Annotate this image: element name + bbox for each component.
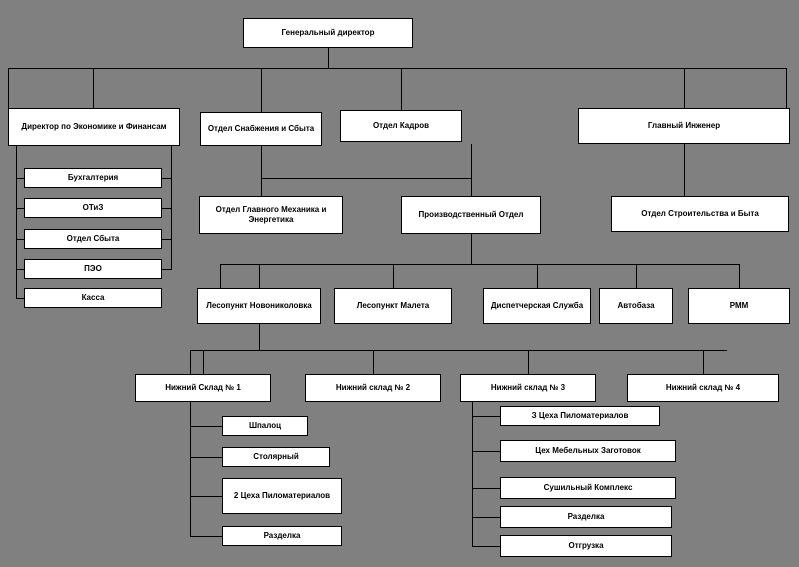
org-node-dispetcher[interactable] [483,288,591,324]
org-node-lesopunkt_nov[interactable] [197,288,321,324]
connector-line [393,264,394,288]
connector-line [471,144,472,196]
org-node-label: Бухгалтерия [67,173,119,182]
org-node-label: ОТиЗ [82,203,104,212]
org-node-ogme[interactable] [199,196,343,234]
connector-line [203,350,204,374]
org-node-label: Нижний склад № 2 [335,383,411,392]
connector-line [472,546,500,547]
org-node-label: Отдел Главного Механика и Энергетика [215,205,327,224]
connector-line [162,178,171,179]
connector-line [739,264,740,288]
connector-line [171,146,172,270]
org-node-label: Генеральный директор [281,28,375,37]
org-node-label: Разделка [567,512,605,521]
org-node-label: Отгрузка [568,541,604,550]
org-node-sklad1[interactable] [135,374,271,402]
org-node-label: Отдел Кадров [372,121,430,130]
org-node-otdel_kadrov[interactable] [340,110,462,142]
connector-line [261,178,471,179]
connector-line [472,517,500,518]
connector-line [261,146,262,196]
connector-line [220,264,740,265]
org-node-label: РММ [729,301,749,310]
org-node-dir_econ[interactable] [8,108,180,146]
org-node-kassa[interactable] [24,288,162,308]
org-node-stolyarny[interactable] [222,447,330,467]
connector-line [16,146,17,298]
connector-line [259,324,260,350]
connector-line [537,264,538,288]
connector-line [786,68,787,108]
connector-line [472,488,500,489]
org-node-tsekh_mebel[interactable] [500,440,676,462]
connector-line [16,239,24,240]
connector-line [162,239,171,240]
connector-line [190,496,222,497]
connector-line [472,402,473,547]
connector-line [162,208,171,209]
org-node-sklad2[interactable] [305,374,441,402]
org-node-label: Отдел Строительства и Быта [641,209,759,218]
connector-line [636,264,637,288]
org-node-peo[interactable] [24,259,162,279]
org-node-label: Нижний склад № 3 [490,383,566,392]
connector-line [220,264,221,288]
connector-line [528,350,529,374]
org-node-sklad4[interactable] [627,374,779,402]
connector-line [190,350,727,351]
connector-line [190,536,222,537]
org-node-otgruzka[interactable] [500,535,672,557]
org-node-sklad3[interactable] [460,374,596,402]
org-node-label: Цех Мебельных Заготовок [535,446,641,455]
connector-line [471,234,472,264]
connector-line [261,68,262,112]
connector-line [8,68,786,69]
connector-line [472,416,500,417]
org-node-gendir[interactable] [243,18,413,48]
org-node-label: Отдел Снабжения и Сбыта [207,124,315,133]
org-node-label: Автобаза [617,301,655,310]
org-node-label: Диспетчерская Служба [490,301,584,310]
org-node-label: Сушильный Комплекс [543,483,633,492]
org-node-lesopunkt_mal[interactable] [334,288,452,324]
org-node-label: Лесопункт Новониколовка [206,301,312,310]
connector-line [472,451,500,452]
org-node-razdelka2[interactable] [500,506,672,528]
org-node-label: Нижний Склад № 1 [165,383,241,392]
org-node-glav_inzh[interactable] [578,108,790,144]
connector-line [328,48,329,68]
org-node-tsekh3_pilo[interactable] [500,406,660,426]
connector-line [259,264,260,288]
connector-line [401,68,402,110]
connector-line [16,208,24,209]
org-node-otdel_sbyta[interactable] [24,229,162,249]
org-node-otiz[interactable] [24,198,162,218]
connector-line [162,269,171,270]
org-node-osib[interactable] [611,196,789,232]
connector-line [373,350,374,374]
org-node-avtobaza[interactable] [599,288,673,324]
org-node-rmm[interactable] [688,288,790,324]
org-node-label: Шпалоц [248,421,282,430]
org-node-label: Главный Инженер [647,121,721,130]
org-node-label: З Цеха Пиломатериалов [531,411,629,420]
org-node-label: Отдел Сбыта [66,234,120,243]
connector-line [16,269,24,270]
connector-line [190,426,222,427]
org-node-otdel_snab[interactable] [200,112,322,146]
connector-line [190,457,222,458]
org-node-buhgalteria[interactable] [24,168,162,188]
connector-line [703,350,704,374]
org-node-label: 2 Цеха Пиломатериалов [233,491,331,500]
connector-line [684,68,685,108]
org-node-tsekh2_pilo[interactable] [222,478,342,514]
org-node-shpalotsekh[interactable] [222,416,308,436]
org-node-label: Столярный [253,452,299,461]
connector-line [8,68,9,108]
org-node-label: Лесопункт Малета [356,301,430,310]
org-node-razdelka1[interactable] [222,526,342,546]
org-node-label: Директор по Экономике и Финансам [21,122,167,131]
org-node-label: ПЭО [84,264,102,273]
org-node-label: Нижний склад № 4 [665,383,741,392]
connector-line [93,68,94,108]
org-node-proizv_otdel[interactable] [401,196,541,234]
connector-line [16,298,24,299]
org-node-label: Производственный Отдел [418,210,524,219]
connector-line [684,144,685,196]
connector-line [190,350,191,374]
org-node-label: Разделка [263,531,301,540]
connector-line [16,178,24,179]
org-node-sushilny[interactable] [500,477,676,499]
org-node-label: Касса [81,293,105,302]
